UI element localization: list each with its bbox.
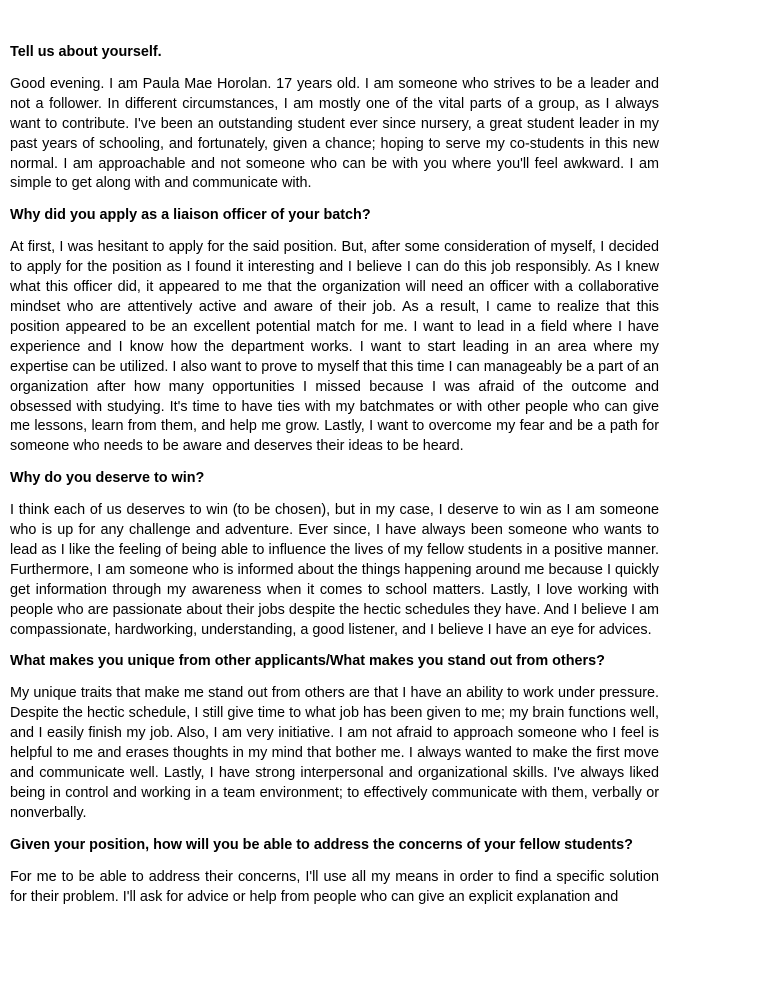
question-heading: Tell us about yourself. bbox=[10, 44, 162, 60]
answer-paragraph: I think each of us deserves to win (to be chosen), but in my case, I deserve to win as I am someone who is up for any challenge and adventure. Ever since, I have always been someone who wants to lead as I like the feeling of being able to influence the lives of my fellow students in a positive manner. Furthermore, I am someone who is informed about the things happening around me because I quickly get information through my awareness when it comes to school matters. Lastly, I love working with people who are passionate about their jobs despite the hectic schedules they have. And I believe I am compassionate, hardworking, understanding, a good listener, and I believe I have an eye for advices. bbox=[10, 502, 659, 638]
question-heading: What makes you unique from other applicants/What makes you stand out from others? bbox=[10, 653, 605, 670]
question-heading: Given your position, how will you be able to address the concerns of your fellow students? bbox=[10, 836, 633, 853]
answer-paragraph: At first, I was hesitant to apply for the said position. But, after some consideration of myself, I decided to apply for the position as I found it interesting and I believe I can do this job responsibly. As I knew what this officer did, it appeared to me that the organization will need an officer with a collaborative mindset who are attentively active and aware of their job. As a result, I came to realize that this position appeared to be an excellent potential match for me. I want to lead in a field where I have experience and I know how the department works. I want to start leading in an area where my expertise can be utilized. I also want to prove to myself that this time I can manageably be a part of an organization after how many opportunities I missed because I was afraid of the outcome and obsessed with studying. It's time to have ties with my batchmates or with other people who can give me lessons, learn from them, and help me grow. Lastly, I want to overcome my fear and be a path for someone who needs to be aware and deserves their ideas to be heard. bbox=[10, 239, 659, 455]
answer-paragraph: Good evening. I am Paula Mae Horolan. 17 years old. I am someone who strives to be a leader and not a follower. In different circumstances, I am mostly one of the vital parts of a group, as I always want to contribute. I've been an outstanding student ever since nursery, a great student leader in my past years of schooling, and fortunately, given a chance; hoping to serve my co-students in this new normal. I am approachable and not someone who can be with you where you'll feel awkward. I am simple to get along with and communicate with. bbox=[10, 75, 659, 192]
document-body bbox=[10, 43, 659, 919]
answer-paragraph: For me to be able to address their concerns, I'll use all my means in order to find a specific solution for their problem. I'll ask for advice or help from people who can give an explicit explanation and bbox=[10, 868, 659, 905]
question-heading: Why do you deserve to win? bbox=[10, 470, 205, 487]
answer-paragraph: My unique traits that make me stand out from others are that I have an ability to work under pressure. Despite the hectic schedule, I still give time to what job has been given to me; my brain functions well, and I easily finish my job. Also, I am very initiative. I am not afraid to approach someone who I feel is helpful to me and erases thoughts in my mind that bother me. I always wanted to make the first move and communicate well. Lastly, I have strong interpersonal and organizational skills. I've always liked being in control and working in a team environment; to effectively communicate with them, verbally or nonverbally. bbox=[10, 685, 659, 821]
question-heading: Why did you apply as a liaison officer of your batch? bbox=[10, 207, 371, 224]
